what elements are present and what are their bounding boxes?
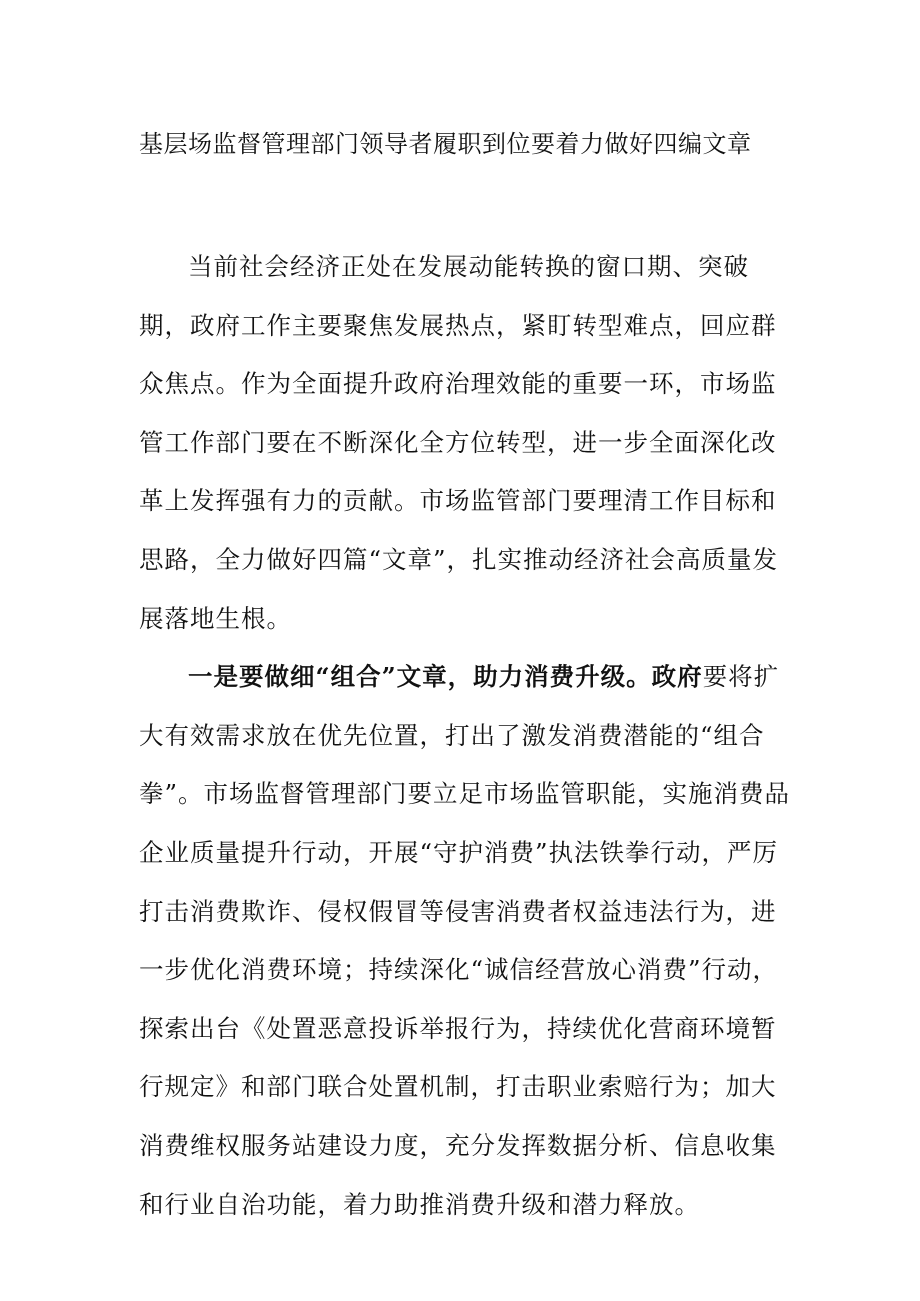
- paragraph-text: 要将扩大有效需求放在优先位置，打出了激发消费潜能的“组合拳”。市场监督管理部门要立足市场监管职能，实施消费品企业质量提升行动，开展“守护消费”执法铁拳行动，严厉打击消费欺诈、侵权假冒等侵害消费者权益违法行为，进一步优化消费环境；持续深化“诚信经营放心消费”行动，探索出台《处置恶意投诉举报行为，持续优化营商环境暂行规定》和部门联合处置机制，打击职业索赔行为；加大消费维权服务站建设力度，充分发挥数据分析、信息收集和行业自治功能，着力助推消费升级和潜力释放。: [139, 662, 791, 1219]
- paragraph-intro: [139, 238, 791, 648]
- paragraph-consumption: [139, 648, 791, 1234]
- document-body: [139, 238, 791, 1234]
- paragraph-text: 当前社会经济正处在发展动能转换的窗口期、突破期，政府工作主要聚焦发展热点，紧盯转型难点，回应群众焦点。作为全面提升政府治理效能的重要一环，市场监管工作部门要在不断深化全方位转型，进一步全面深化改革上发挥强有力的贡献。市场监管部门要理清工作目标和思路，全力做好四篇“文章”，扎实推动经济社会高质量发展落地生根。: [139, 252, 779, 633]
- paragraph-lead-bold: 一是要做细“组合”文章，助力消费升级。政府: [188, 662, 703, 692]
- document-title: 基层场监督管理部门领导者履职到位要着力做好四编文章: [139, 130, 752, 158]
